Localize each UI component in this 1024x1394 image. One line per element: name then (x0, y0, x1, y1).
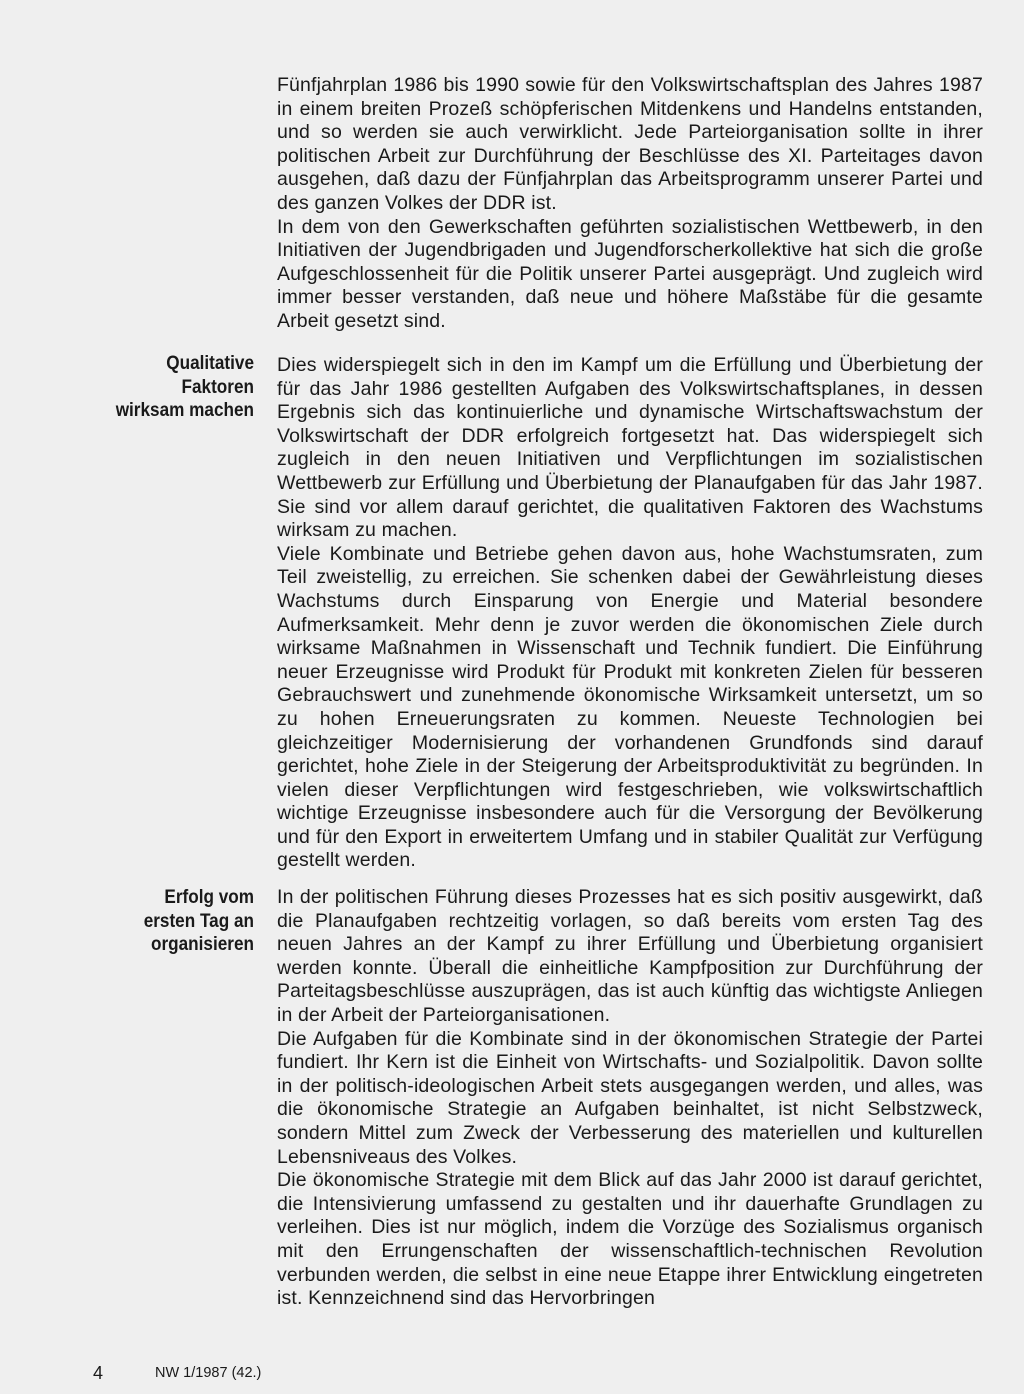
paragraph: Fünfjahrplan 1986 bis 1990 sowie für den Volkswirtschaftsplan des Jahres 1987 in einem breiten Prozeß schöpferischen Mitdenkens und Handelns entstanden, und so werden sie auch verwirklicht. Jede Parteiorganisation sollte in ihrer politischen Arbeit zur Durchführung der Beschlüsse des XI. Parteitages davon ausgehen, daß dazu der Fünfjahrplan das Arbeitsprogramm unserer Partei und des ganzen Volkes der DDR ist. (277, 74, 983, 214)
paragraph: In dem von den Gewerkschaften geführten sozialistischen Wettbewerb, in den Initiativen der Jugendbrigaden und Jugendforscherkollektive hat sich die große Aufgeschlossenheit für die Politik unserer Partei ausgeprägt. Und zugleich wird immer besser verstanden, daß neue und höhere Maßstäbe für die gesamte Arbeit gesetzt sind. (277, 215, 983, 332)
margin-heading-erfolg-vom-ersten-tag (101, 886, 254, 957)
body-block-intro (277, 74, 983, 334)
paragraph: Viele Kombinate und Betriebe gehen davon aus, hohe Wachstumsraten, zum Teil zweistellig, zu erreichen. Sie schenken dabei der Gewährleistung dieses Wachstums durch Einsparung von Energie und Material besondere Aufmerksamkeit. Mehr denn je zuvor werden die ökonomischen Ziele durch wirksame Maßnahmen in Wissenschaft und Technik fundiert. Die Einführung neuer Erzeugnisse wird Produkt für Produkt mit konkreten Zielen für besseren Gebrauchswert und zunehmende ökonomische Wirksamkeit untersetzt, um so zu hohen Erneuerungsraten zu kommen. Neueste Technologien bei gleichzeitiger Modernisierung der vorhandenen Grundfonds sind darauf gerichtet, hohe Ziele in der Steigerung der Arbeitsproduktivität zu begründen. In vielen dieser Verpflichtungen wird festgeschrieben, wie volkswirtschaftlich wichtige Erzeugnisse insbesondere auch für die Versorgung der Bevölkerung und für den Export in erweitertem Umfang und in stabiler Qualität zur Verfügung gestellt werden. (277, 542, 983, 872)
body-block-qualitative-faktoren (277, 354, 983, 873)
margin-heading-line: Erfolg vom (164, 886, 254, 908)
margin-heading-qualitative-faktoren (101, 352, 254, 423)
margin-heading-line: ersten Tag an (143, 909, 254, 932)
paragraph: Die ökonomische Strategie mit dem Blick auf das Jahr 2000 ist darauf gerichtet, die Intensivierung umfassend zu gestalten und ihr dauerhafte Grundlagen zu verleihen. Dies ist nur möglich, indem die Vorzüge des Sozialismus organisch mit den Errungenschaften der wissenschaftlich-technischen Revolution verbunden werden, die selbst in eine neue Etappe ihrer Entwicklung eingetreten ist. Kennzeichnend sind das Hervorbringen (277, 1169, 983, 1310)
margin-heading-line: Qualitative (166, 352, 254, 374)
margin-heading-line: Faktoren (181, 375, 254, 398)
paragraph: Dies widerspiegelt sich in den im Kampf um die Erfüllung und Überbietung der für das Jahr 1986 gestellten Aufgaben des Volkswirtschaftsplanes, in dessen Ergebnis sich das kontinuierliche und dynamische Wirtschaftswachstum der Volkswirtschaft der DDR erfolgreich fortgesetzt hat. Das widerspiegelt sich zugleich in den neuen Initiativen und Verpflichtungen im sozialistischen Wettbewerb zur Erfüllung und Überbietung der Planaufgaben für das Jahr 1987. Sie sind vor allem darauf gerichtet, die qualitativen Faktoren des Wachstums wirksam zu machen. (277, 354, 983, 542)
paragraph: Die Aufgaben für die Kombinate sind in der ökonomischen Strategie der Partei fundiert. Ihr Kern ist die Einheit von Wirtschafts- und Sozialpolitik. Davon sollte in der politisch-ideologischen Arbeit stets ausgegangen werden, und alles, was die ökonomische Strategie an Aufgaben beinhaltet, ist nicht Selbstzweck, sondern Mittel zum Zweck der Verbesserung des materiellen und kulturellen Lebensniveaus des Volkes. (277, 1027, 983, 1168)
body-block-erfolg-vom-ersten-tag (277, 886, 983, 1311)
paragraph: In der politischen Führung dieses Prozesses hat es sich positiv ausgewirkt, daß die Planaufgaben rechtzeitig vorlagen, so daß bereits vom ersten Tag des neuen Jahres an der Kampf zu ihrer Erfüllung und Überbietung organisiert werden konnte. Überall die einheitliche Kampfposition zur Durchführung der Parteitagsbeschlüsse auszuprägen, das ist auch künftig das wichtigste Anliegen in der Arbeit der Parteiorganisationen. (277, 886, 983, 1026)
margin-heading-line: organisieren (150, 933, 254, 956)
page-number: 4 (93, 1363, 104, 1383)
margin-heading-line: wirksam machen (115, 399, 254, 422)
issue-reference: NW 1/1987 (42.) (155, 1365, 262, 1381)
